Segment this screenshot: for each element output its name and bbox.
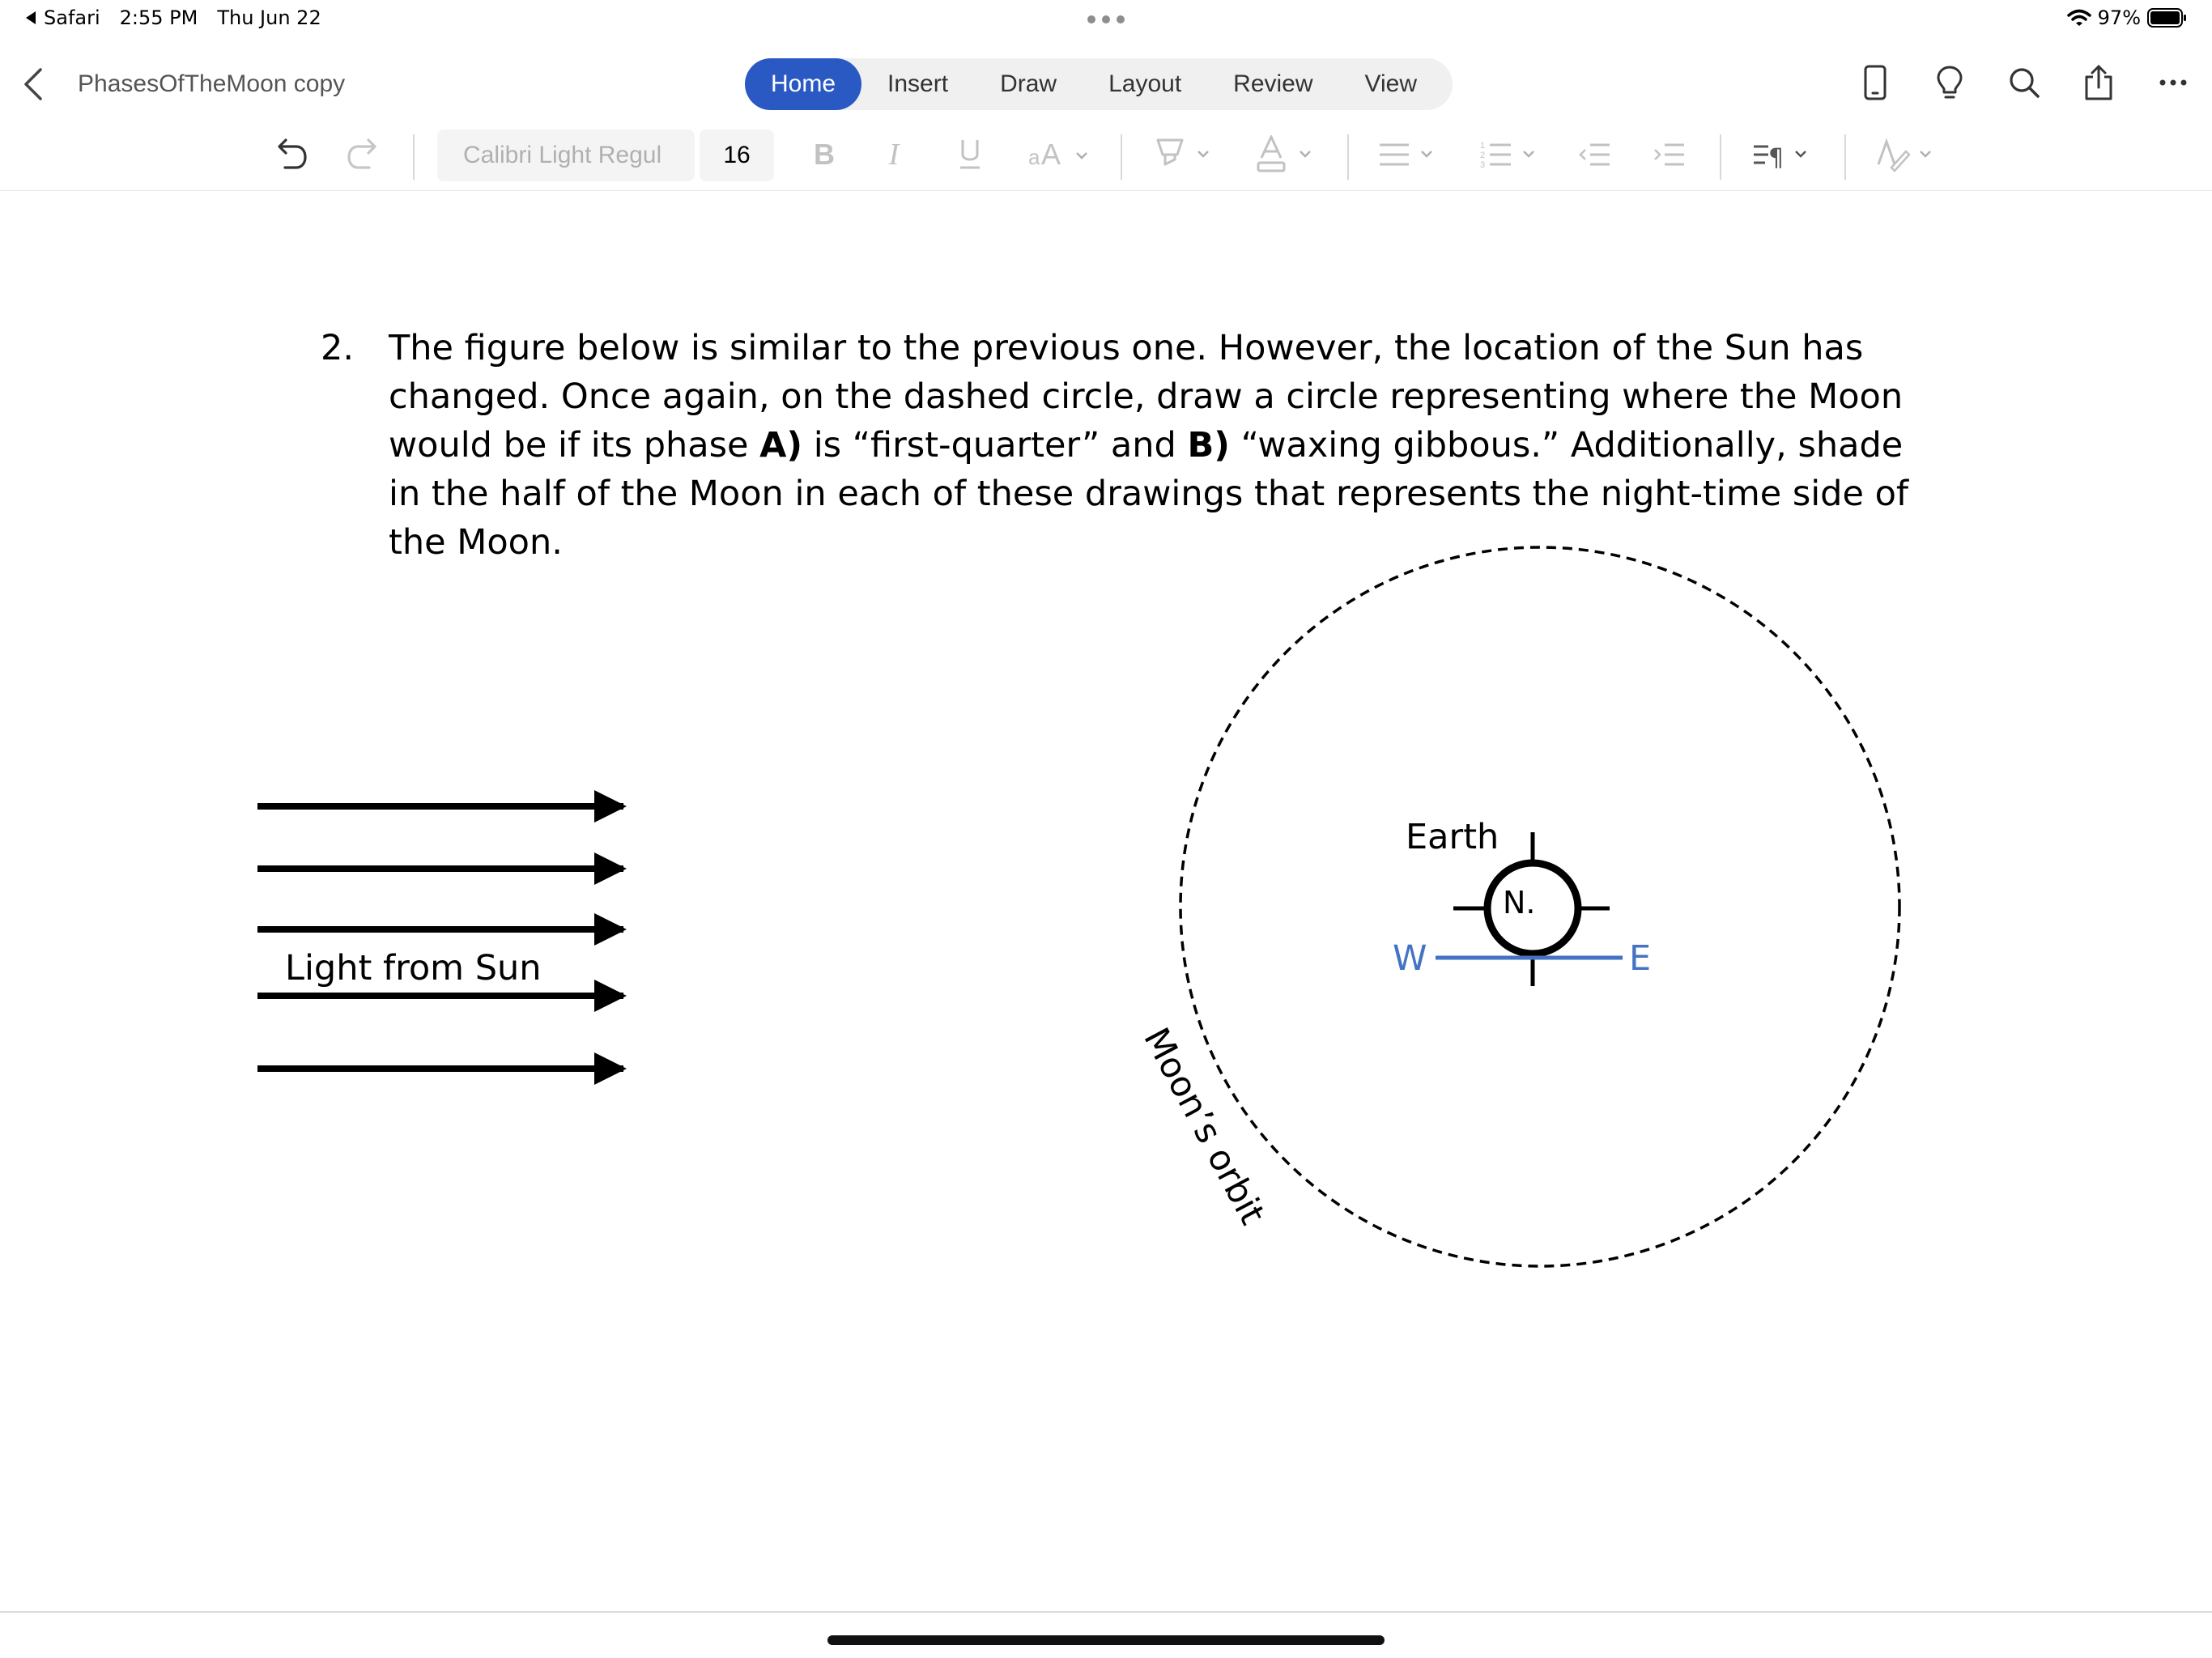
status-time: 2:55 PM: [119, 6, 198, 29]
svg-text:3: 3: [1480, 160, 1486, 170]
question-number: 2.: [321, 328, 355, 368]
toolbar-divider: [413, 134, 415, 180]
ribbon-tabs: [745, 58, 1453, 110]
styles-pen-icon: [1875, 137, 1940, 172]
svg-text:A: A: [1041, 138, 1061, 171]
tab-view[interactable]: View: [1364, 70, 1418, 97]
title-bar: [0, 49, 2212, 121]
numbering-button[interactable]: [1478, 130, 1543, 180]
home-indicator[interactable]: [827, 1635, 1385, 1645]
toolbar-divider: [1720, 134, 1721, 180]
font-size-field[interactable]: 16: [700, 130, 774, 181]
font-name-field[interactable]: Calibri Light Regul: [437, 130, 695, 181]
paragraph-format-button[interactable]: [1750, 130, 1815, 180]
redo-icon: [347, 137, 382, 172]
toolbar-divider: [1844, 134, 1846, 180]
svg-text:2: 2: [1480, 151, 1486, 160]
status-bar: [0, 0, 2212, 39]
ideas-button[interactable]: [1930, 60, 1969, 105]
question-text-part: is “first-quarter” and: [802, 425, 1188, 466]
italic-button[interactable]: [879, 130, 908, 180]
back-to-safari[interactable]: [24, 6, 100, 29]
battery-icon: [2147, 8, 2188, 28]
multitasking-dots-icon[interactable]: [1086, 11, 1126, 28]
bottom-divider: [0, 1611, 2212, 1613]
moon-phase-figure: [0, 191, 2212, 1611]
paragraph-icon: [1750, 137, 1815, 172]
underline-button[interactable]: [955, 130, 985, 180]
question-text-part: The figure below is similar to the previous one. However, the location of the Sun has changed. Once again, on the dashed circle, draw a circle representing where the Moon would be if its phase: [389, 328, 1904, 466]
bullets-button[interactable]: [1376, 130, 1441, 180]
bulleted-list-icon: [1376, 137, 1441, 172]
toolbar-divider: [1347, 134, 1349, 180]
styles-button[interactable]: [1875, 130, 1940, 180]
bold-button[interactable]: [810, 130, 839, 180]
sun-label: Light from Sun: [285, 948, 542, 988]
label-a: A): [759, 425, 803, 466]
underline-icon: [955, 137, 985, 172]
sunlight-arrows: [257, 806, 623, 1069]
font-size-change-button[interactable]: [1027, 130, 1091, 180]
mobile-view-button[interactable]: [1856, 60, 1895, 105]
increase-indent-button[interactable]: [1652, 130, 1687, 180]
undo-icon: [272, 137, 308, 172]
question-text-part: “waxing gibbous.” Additionally, shade in the half of the Moon in each of these drawings that represents the night-time side of the Moon.: [389, 425, 1909, 563]
more-options-button[interactable]: [2154, 60, 2193, 105]
highlight-color-button[interactable]: [1153, 130, 1218, 180]
text-size-icon: [1027, 137, 1091, 172]
redo-button[interactable]: [347, 130, 382, 180]
numbered-list-icon: [1478, 137, 1543, 172]
label-b: B): [1187, 425, 1230, 466]
back-triangle-icon: [24, 11, 37, 25]
share-icon: [2082, 64, 2115, 101]
search-icon: [2008, 66, 2040, 99]
battery-percent: 97%: [2097, 6, 2141, 29]
tab-home[interactable]: Home: [745, 58, 861, 110]
earth-label: Earth: [1406, 817, 1499, 857]
search-button[interactable]: [2005, 60, 2044, 105]
svg-text:B: B: [814, 138, 835, 171]
back-app-label: Safari: [44, 6, 100, 29]
tab-insert[interactable]: Insert: [887, 70, 949, 97]
west-label: W: [1393, 938, 1427, 979]
tab-layout[interactable]: Layout: [1108, 70, 1182, 97]
undo-button[interactable]: [272, 130, 308, 180]
status-date: Thu Jun 22: [217, 6, 321, 29]
lightbulb-icon: [1936, 65, 1963, 100]
document-title[interactable]: PhasesOfTheMoon copy: [78, 70, 346, 97]
italic-icon: [879, 138, 908, 171]
toolbar-divider: [1121, 134, 1122, 180]
highlighter-icon: [1153, 135, 1218, 174]
ribbon-toolbar: [0, 121, 2212, 191]
east-label: E: [1629, 938, 1652, 979]
font-color-icon: [1255, 135, 1320, 174]
tab-draw[interactable]: Draw: [1000, 70, 1057, 97]
svg-text:¶: ¶: [1768, 144, 1784, 172]
share-button[interactable]: [2079, 60, 2118, 105]
bold-icon: [810, 138, 839, 171]
north-label: N.: [1503, 885, 1536, 920]
back-chevron-icon[interactable]: [18, 65, 50, 104]
decrease-indent-button[interactable]: [1577, 130, 1613, 180]
svg-text:1: 1: [1480, 141, 1486, 151]
phone-icon: [1863, 65, 1887, 100]
more-dots-icon: [2159, 79, 2188, 87]
increase-indent-icon: [1652, 137, 1687, 172]
tab-review[interactable]: Review: [1233, 70, 1313, 97]
svg-text:a: a: [1028, 145, 1040, 169]
document-canvas[interactable]: [0, 191, 2212, 1611]
orbit-label: Moon’s orbit: [1135, 1021, 1273, 1231]
wifi-icon: [2067, 9, 2091, 27]
font-color-button[interactable]: [1255, 130, 1320, 180]
decrease-indent-icon: [1577, 137, 1613, 172]
svg-text:I: I: [888, 138, 900, 171]
